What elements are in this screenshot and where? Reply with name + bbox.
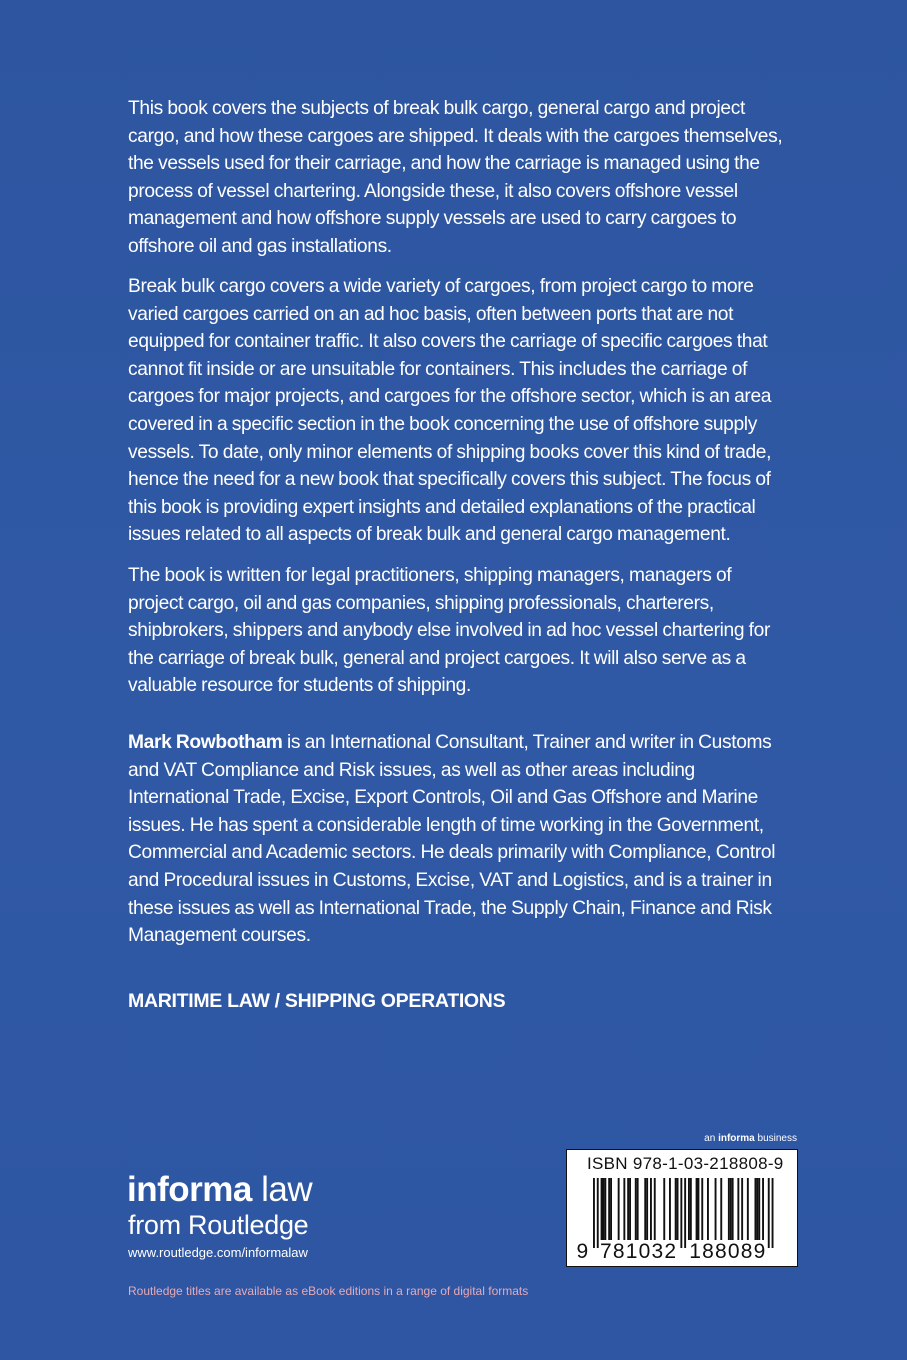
author-bio-body: is an International Consultant, Trainer and writer in Customs and VAT Compliance and Risk issues, as well as other areas including International Trade, Excise, Export Controls, Oil and Gas Offshore and Marine issues. He has spent a considerable length of time working in the Government, Commercial and Academic sectors. He deals primarily with Compliance, Control and Procedural issues in Customs, Excise, VAT and Logistics, and is a trainer in these issues as well as International Trade, the Supply Chain, Finance and Risk Management courses. (128, 732, 776, 947)
informa-business-tag (704, 1133, 797, 1144)
barcode-bar (756, 1178, 758, 1240)
barcode-bar (604, 1178, 606, 1240)
business-suffix: business (754, 1133, 797, 1144)
barcode-digit-lead: 9 (576, 1240, 590, 1263)
barcode-bar (610, 1178, 612, 1240)
barcode-bar (755, 1178, 757, 1240)
author-bio-text (128, 729, 788, 950)
publisher-logo-law: law (251, 1170, 313, 1209)
author-bio (128, 729, 788, 950)
business-prefix: an (704, 1133, 719, 1144)
author-name: Mark Rowbotham (128, 732, 283, 753)
barcode-bar (720, 1178, 722, 1240)
subject-category: MARITIME LAW / SHIPPING OPERATIONS (128, 990, 506, 1012)
barcode-bar (654, 1178, 656, 1240)
barcode-bar (669, 1178, 671, 1240)
barcode-bar (644, 1178, 646, 1240)
barcode-bar (618, 1178, 620, 1240)
barcode (566, 1149, 798, 1267)
barcode-guard-bar (593, 1178, 595, 1248)
description-text-3: The book is written for legal practitioners, shipping managers, managers of project cargo, oil and gas companies, shipping professionals, charterers, shipbrokers, shippers and anybody else involved in ad hoc vessel chartering for the carriage of break bulk, general and project cargoes. It will also serve as a valuable resource for students of shipping. (128, 565, 770, 697)
barcode-bar (675, 1178, 677, 1240)
barcode-bar (762, 1178, 764, 1240)
barcode-digits-left: 781032 (599, 1240, 678, 1263)
barcode-bar (623, 1178, 625, 1240)
barcode-bar (663, 1178, 665, 1240)
barcode-digits-right: 188089 (689, 1240, 767, 1263)
business-brand: informa (718, 1133, 755, 1144)
barcode-bar (646, 1178, 648, 1240)
barcode-bar (747, 1178, 749, 1240)
barcode-guard-bar (680, 1178, 682, 1248)
barcode-bar (677, 1178, 679, 1240)
barcode-bar (730, 1178, 732, 1240)
barcode-bar (629, 1178, 631, 1240)
publisher-logo-subtitle: from Routledge (128, 1210, 309, 1240)
ebook-note: Routledge titles are available as eBook editions in a range of digital formats (128, 1284, 529, 1298)
barcode-bar (758, 1178, 760, 1240)
barcode-bar (688, 1178, 690, 1240)
isbn-label: ISBN 978-1-03-218808-9 (587, 1154, 784, 1173)
publisher-url: www.routledge.com/informalaw (128, 1245, 308, 1260)
publisher-logo (127, 1172, 312, 1208)
barcode-guard-bar (772, 1178, 774, 1248)
barcode-guard-bar (597, 1178, 599, 1248)
description-paragraph-3 (128, 562, 788, 700)
barcode-bar (603, 1178, 605, 1240)
barcode-bar (728, 1178, 730, 1240)
description-text-1: This book covers the subjects of break bulk cargo, general cargo and project cargo, and how these cargoes are shipped. It deals with the cargoes themselves, the vessels used for their carriage, and how the carriage is managed using the process of vessel chartering. Alongside these, it also covers offshore vessel management and how offshore supply vessels are used to carry cargoes to offshore oil and gas installations. (128, 98, 783, 257)
barcode-bar (701, 1178, 703, 1240)
publisher-logo-brand: informa (127, 1170, 252, 1209)
barcode-bar (696, 1178, 698, 1240)
barcode-bar (637, 1178, 639, 1240)
barcode-guard-bar (768, 1178, 770, 1248)
description-paragraph-2 (128, 273, 788, 549)
barcode-bar (690, 1178, 692, 1240)
barcode-bar (650, 1178, 652, 1240)
barcode-bar (601, 1178, 603, 1240)
barcode-bar (741, 1178, 743, 1240)
barcode-bar (715, 1178, 717, 1240)
barcode-bar (732, 1178, 734, 1240)
description-text-2: Break bulk cargo covers a wide variety of cargoes, from project cargo to more varied cargoes carried on an ad hoc basis, often between ports that are not equipped for container traffic. It also covers the carriage of specific cargoes that cannot fit inside or are unsuitable for containers. This includes the carriage of cargoes for major projects, and cargoes for the offshore sector, which is an area covered in a specific section in the book concerning the use of offshore supply vessels. To date, only minor elements of shipping books cover this kind of trade, hence the need for a new book that specifically covers this subject. The focus of this book is providing expert insights and detailed explanations of the practical issues related to all aspects of break bulk and general cargo management. (128, 276, 772, 546)
barcode-bars (567, 1150, 797, 1266)
barcode-guard-bar (684, 1178, 686, 1248)
barcode-bar (608, 1178, 610, 1240)
barcode-bar (627, 1178, 629, 1240)
barcode-bar (737, 1178, 739, 1240)
barcode-bar (635, 1178, 637, 1240)
description-paragraph-1 (128, 95, 788, 261)
barcode-bar (698, 1178, 700, 1240)
barcode-bar (707, 1178, 709, 1240)
